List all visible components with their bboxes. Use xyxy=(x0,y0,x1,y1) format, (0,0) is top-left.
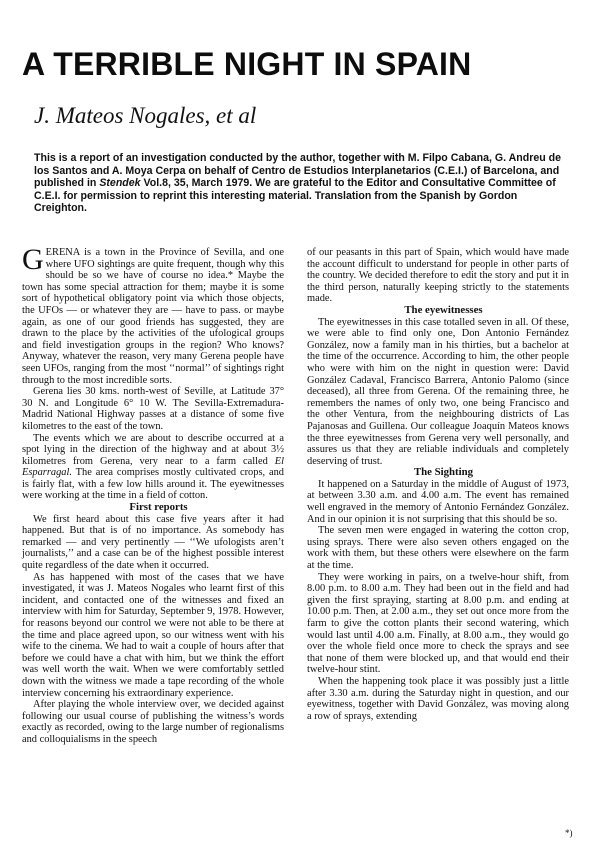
section-heading-eyewitnesses: The eyewitnesses xyxy=(404,303,483,316)
article-intro xyxy=(34,152,569,215)
intro-publication: Stendek xyxy=(99,177,141,190)
left-column xyxy=(22,243,284,746)
footnote-mark: *) xyxy=(565,828,573,838)
paragraph: When the happening took place it was possibly just a little after 3.30 a.m. during the Saturday night in question, and our eyewitness, together with David González, was moving along a row of sprays, extending xyxy=(307,675,569,722)
paragraph: The eyewitnesses in this case totalled seven in all. Of these, we were able to find only one, Don Antonio Fernández González, now a family man in his thirties, but a bachelor at the time of the occurrence. According to him, the other people who were with him on the night in question were: David González Cadaval, Francisco Barrera, Antonio Palomo (since deceased), all three from Gerena. Of the remaining three, he remembers the names of only two, one being Francisco and the other Ventura, from the neighbouring districts of Las Pajanosas and Guillena. Our colleague Joaquín Mateos knows the three eyewitnesses from Gerena very well personally, and assures us that they are reliable individuals and completely deserving of trust. xyxy=(307,316,569,467)
paragraph: Gerena lies 30 kms. north-west of Seville, at Latitude 37° 30 N. and Longitude 6° 10 W. The Sevilla-Extremadura-Madrid National Highway passes at a distance of some five kilometres to the east of the town. xyxy=(22,386,284,432)
paragraph: The seven men were engaged in watering the cotton crop, using sprays. There were also seven others engaged on the work with them, but these others were elsewhere on the farm at the time. xyxy=(307,525,569,572)
paragraph: After playing the whole interview over, we decided against following our usual course of publishing the witness’s words exactly as recorded, owing to the large number of regionalisms and colloquialisms in the speech xyxy=(22,699,284,745)
section-heading-first-reports: First reports xyxy=(129,501,188,514)
intro-text-part1: This is a report of an investigation conducted by the author, together with M. Filpo Cabana, G. Andreu de los Santos and A. Moya Cerpa on behalf of Centro de Estudios Interplanetarios (C.E.I.) of Barcelona, and published in xyxy=(34,152,561,190)
paragraph: They were working in pairs, on a twelve-hour shift, from 8.00 p.m. to 8.00 a.m. They had been out in the field and had given the first spraying, starting at 8.00 p.m. and ending at 10.00 p.m. Then, at 2.00 a.m., they set out once more from the farm to give the cotton plants their second watering, which would last until 4.00 a.m. Finally, at 8.00 a.m., they would go over the whole field once more to check the sprays and see that none of them were blocked up, and that would end their twelve-hour stint. xyxy=(307,571,569,676)
drop-cap: G xyxy=(22,243,44,276)
paragraph: GERENA is a town in the Province of Sevilla, and one where UFO sightings are quite frequent, though why this should be so we have of course no idea.* Maybe the town has some special attraction for them; maybe it is some sort of hypothetical obligatory point via which those objects, the UFOs — or whatever they are — have to pass. or maybe again, as one of our good friends has suggested, they are drawn to the place by the activities of the ufological groups and field investigation groups in the region? Who knows? Anyway, whatever the reason, very many Gerena people have seen UFOs, ranging from the most ‘‘normal’’ of sightings right through to the most incredible sorts. xyxy=(22,243,284,386)
paragraph: As has happened with most of the cases that we have investigated, it was J. Mateos Nogales who learnt first of this incident, and contacted one of the witnesses and fixed an interview with him for Saturday, September 9, 1978. However, for reasons beyond our control we were not able to be there at the time and place agreed upon, so our witness went with his wife to the cinema. We had to wait a couple of hours after that before we could have a chat with him, but we think the effort was well worth the wait. When we were comfortably settled down with the witness we made a tape recording of the whole interview concerning his extraordinary experience. xyxy=(22,571,284,699)
paragraph: of our peasants in this part of Spain, which would have made the account difficult to understand for people in other parts of the country. We decided therefore to edit the story and put it in the third person, naturally keeping strictly to the statements made. xyxy=(307,247,569,305)
section-heading-sighting: The Sighting xyxy=(413,466,474,479)
article-author: J. Mateos Nogales, et al xyxy=(34,103,257,128)
intro-text-part2: Vol.8, 35, March 1979. We are grateful to the Editor and Consultative Committee of C.E.I. for permission to reprint this interesting material. Translation from the Spanish by Gordon Creighton. xyxy=(34,177,556,215)
article-title: A TERRIBLE NIGHT IN SPAIN xyxy=(22,46,472,82)
farm-name: El Esparragal. xyxy=(22,455,284,479)
right-column xyxy=(307,247,569,722)
paragraph: The events which we are about to describe occurred at a spot lying in the direction of the highway and at about 3½ kilometres from Gerena, very near to a farm called El Esparragal. The area comprises mostly cultivated crops, and is fairly flat, with a few low hills around it. The eyewitnesses were working at the time in a field of cotton. xyxy=(22,432,284,502)
paragraph: We first heard about this case five years after it had happened. But that is of no importance. As somebody has remarked — and very pertinently — ‘‘We ufologists aren’t journalists,’’ and a case can be of the highest possible interest quite regardless of the date when it occurred. xyxy=(22,513,284,572)
paragraph: It happened on a Saturday in the middle of August of 1973, at between 3.30 a.m. and 4.00 a.m. The event has remained well engraved in the memory of Antonio Fernández González. And in our opinion it is not surprising that this should be so. xyxy=(307,478,569,525)
